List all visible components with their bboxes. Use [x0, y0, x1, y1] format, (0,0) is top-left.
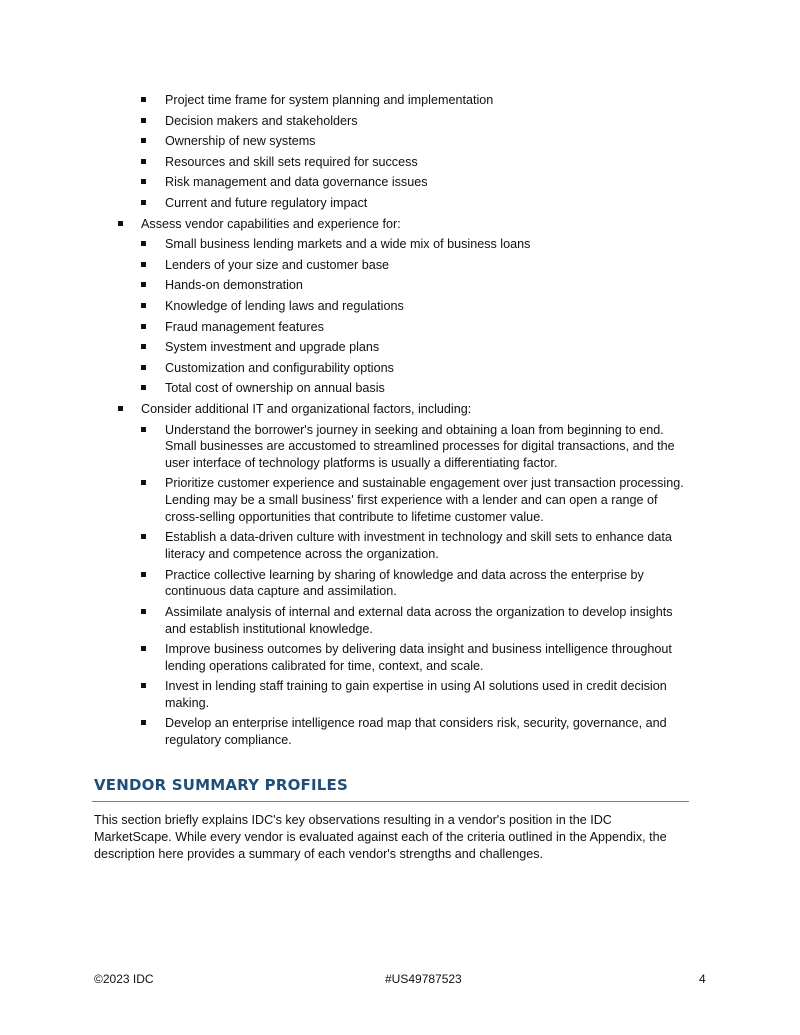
- square-bullet-icon: [141, 241, 146, 246]
- list-item: Risk management and data governance issues: [0, 174, 690, 191]
- list-item: Understand the borrower's journey in seeking and obtaining a loan from beginning to end. Small businesses are accustomed to streamlined processes for digital transactions, and the user interface of technology platforms is usually a differentiating factor.: [0, 422, 690, 472]
- assess-vendor-list: [0, 236, 800, 397]
- square-bullet-icon: [141, 720, 146, 725]
- planning-list: [0, 92, 800, 212]
- list-item: Resources and skill sets required for success: [0, 154, 690, 171]
- consider-factors-label: Consider additional IT and organizational factors, including:: [141, 401, 472, 416]
- section-heading: VENDOR SUMMARY PROFILES: [94, 776, 348, 794]
- list-item: Develop an enterprise intelligence road map that considers risk, security, governance, and regulatory compliance.: [0, 715, 690, 749]
- checklist-main-list: [0, 216, 800, 233]
- square-bullet-icon: [141, 282, 146, 287]
- list-item: Improve business outcomes by delivering data insight and business intelligence throughout lending operations calibrated for time, context, and scale.: [0, 641, 690, 675]
- square-bullet-icon: [141, 97, 146, 102]
- list-item: Current and future regulatory impact: [0, 195, 690, 212]
- square-bullet-icon: [141, 118, 146, 123]
- section-divider: [92, 801, 689, 802]
- checklist-main-list-2: [0, 401, 800, 418]
- footer-copyright: ©2023 IDC: [94, 972, 154, 986]
- square-bullet-icon: [141, 303, 146, 308]
- square-bullet-icon: [141, 262, 146, 267]
- square-bullet-icon: [141, 159, 146, 164]
- list-item: Assimilate analysis of internal and external data across the organization to develop insights and establish institutional knowledge.: [0, 604, 690, 638]
- list-item: Small business lending markets and a wide mix of business loans: [0, 236, 690, 253]
- square-bullet-icon: [141, 480, 146, 485]
- consider-factors-item: [0, 401, 701, 418]
- checklist: [0, 92, 800, 753]
- list-item: Decision makers and stakeholders: [0, 113, 690, 130]
- list-item: Hands-on demonstration: [0, 277, 690, 294]
- square-bullet-icon: [141, 427, 146, 432]
- list-item: Invest in lending staff training to gain expertise in using AI solutions used in credit decision making.: [0, 678, 690, 712]
- section-intro-paragraph: This section briefly explains IDC's key observations resulting in a vendor's position in the IDC MarketScape. While every vendor is evaluated against each of the criteria outlined in the Appendix, the description here provides a summary of each vendor's strengths and challenges.: [94, 813, 667, 862]
- list-item: Establish a data-driven culture with investment in technology and skill sets to enhance data literacy and competence across the organization.: [0, 529, 690, 563]
- list-item: Customization and configurability options: [0, 360, 690, 377]
- square-bullet-icon: [141, 365, 146, 370]
- footer-document-id: #US49787523: [385, 972, 462, 986]
- list-item: System investment and upgrade plans: [0, 339, 690, 356]
- square-bullet-icon: [141, 572, 146, 577]
- list-item: Knowledge of lending laws and regulations: [0, 298, 690, 315]
- square-bullet-icon: [141, 344, 146, 349]
- assess-vendor-item: [0, 216, 701, 233]
- square-bullet-icon: [141, 683, 146, 688]
- square-bullet-icon: [141, 324, 146, 329]
- footer-page-number: 4: [699, 972, 706, 986]
- assess-vendor-label: Assess vendor capabilities and experience for:: [141, 216, 401, 231]
- list-item: Prioritize customer experience and sustainable engagement over just transaction processing. Lending may be a small business' first experience with a lender and can open a range of cross-selling opportunities that contribute to lifetime customer value.: [0, 475, 690, 525]
- square-bullet-icon: [141, 609, 146, 614]
- list-item: Lenders of your size and customer base: [0, 257, 690, 274]
- list-item: Project time frame for system planning and implementation: [0, 92, 690, 109]
- list-item: Ownership of new systems: [0, 133, 690, 150]
- square-bullet-icon: [141, 534, 146, 539]
- square-bullet-icon: [141, 200, 146, 205]
- square-bullet-icon: [141, 138, 146, 143]
- consider-factors-list: [0, 422, 800, 750]
- square-bullet-icon: [118, 406, 123, 411]
- square-bullet-icon: [141, 179, 146, 184]
- list-item: Total cost of ownership on annual basis: [0, 380, 690, 397]
- square-bullet-icon: [141, 646, 146, 651]
- list-item: Fraud management features: [0, 319, 690, 336]
- square-bullet-icon: [118, 221, 123, 226]
- square-bullet-icon: [141, 385, 146, 390]
- list-item: Practice collective learning by sharing of knowledge and data across the enterprise by continuous data capture and assimilation.: [0, 567, 690, 601]
